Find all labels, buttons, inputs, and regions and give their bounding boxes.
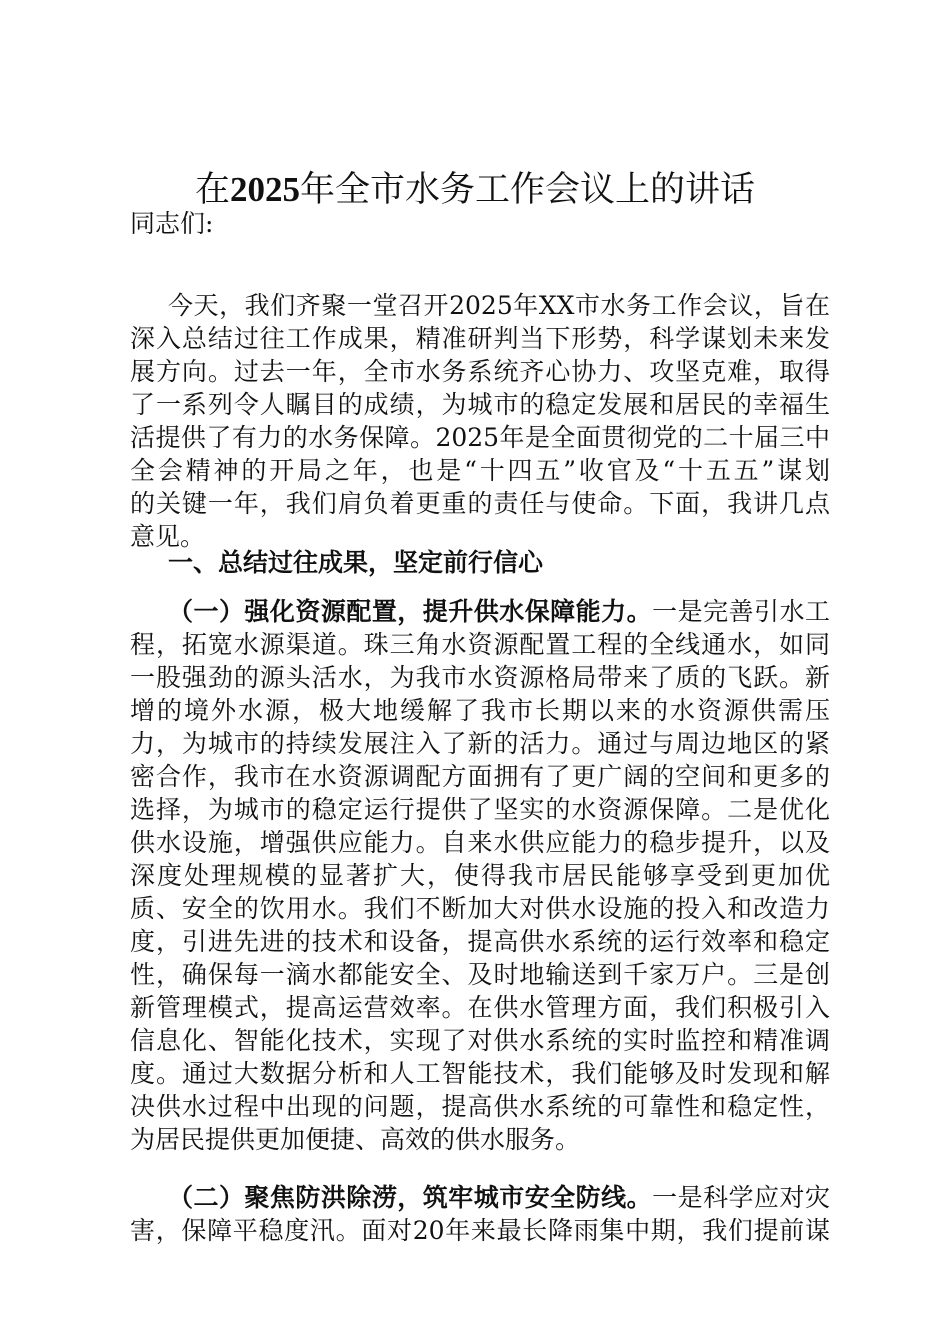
sec1-line-9: 质、安全的饮用水。我们不断加大对供水设施的投入和改造力 xyxy=(130,894,830,923)
title-prefix: 在 xyxy=(194,170,230,210)
para1-line-8: 意见。 xyxy=(130,522,206,551)
sec1-line-8: 深度处理规模的显著扩大，使得我市居民能够享受到更加优 xyxy=(130,861,830,890)
sec2-lead-rest: 一是科学应对灾 xyxy=(652,1183,830,1212)
sec1-line-2: 一股强劲的源头活水，为我市水资源格局带来了质的飞跃。新 xyxy=(130,663,830,692)
sec1-line-16: 为居民提供更加便捷、高效的供水服务。 xyxy=(130,1125,581,1154)
sec2-lead-bold: （二）聚焦防洪除涝，筑牢城市安全防线。 xyxy=(168,1183,653,1212)
sec1-line-14: 度。通过大数据分析和人工智能技术，我们能够及时发现和解 xyxy=(130,1059,830,1088)
sec1-line-3: 增的境外水源，极大地缓解了我市长期以来的水资源供需压 xyxy=(130,696,830,725)
sec1-line-12: 新管理模式，提高运营效率。在供水管理方面，我们积极引入 xyxy=(130,993,830,1022)
para1-line-3: 展方向。过去一年，全市水务系统齐心协力、攻坚克难，取得 xyxy=(130,357,830,386)
salutation: 同志们: xyxy=(130,209,214,238)
sec1-line-15: 决供水过程中出现的问题，提高供水系统的可靠性和稳定性， xyxy=(130,1092,830,1121)
sec1-line-4: 力，为城市的持续发展注入了新的活力。通过与周边地区的紧 xyxy=(130,729,830,758)
sec2-line-1: 害，保障平稳度汛。面对20年来最长降雨集中期，我们提前谋 xyxy=(130,1216,830,1245)
sec2-lead-line xyxy=(168,1182,830,1214)
para1-line-4: 了一系列令人瞩目的成绩，为城市的稳定发展和居民的幸福生 xyxy=(130,390,830,419)
title-suffix: 年全市水务工作会议上的讲话 xyxy=(300,170,756,210)
sec1-line-11: 性，确保每一滴水都能安全、及时地输送到千家万户。三是创 xyxy=(130,960,830,989)
sec1-line-13: 信息化、智能化技术，实现了对供水系统的实时监控和精准调 xyxy=(130,1026,830,1055)
sec1-lead-bold: （一）强化资源配置，提升供水保障能力。 xyxy=(168,597,653,626)
title-year: 2025 xyxy=(230,170,300,209)
sec1-lead-rest: 一是完善引水工 xyxy=(652,597,830,626)
sec1-line-10: 度，引进先进的技术和设备，提高供水系统的运行效率和稳定 xyxy=(130,927,830,956)
sec1-line-1: 程，拓宽水源渠道。珠三角水资源配置工程的全线通水，如同 xyxy=(130,630,830,659)
para1-line-6: 全会精神的开局之年，也是“十四五”收官及“十五五”谋划 xyxy=(130,456,830,485)
sec1-line-6: 选择，为城市的稳定运行提供了坚实的水资源保障。二是优化 xyxy=(130,795,830,824)
para1-line-5: 活提供了有力的水务保障。2025年是全面贯彻党的二十届三中 xyxy=(130,423,830,452)
para1-line-7: 的关键一年，我们肩负着更重的责任与使命。下面，我讲几点 xyxy=(130,489,830,518)
sec1-line-7: 供水设施，增强供应能力。自来水供应能力的稳步提升，以及 xyxy=(130,828,830,857)
sec1-line-5: 密合作，我市在水资源调配方面拥有了更广阔的空间和更多的 xyxy=(130,762,830,791)
sec1-lead-line xyxy=(168,596,830,628)
para1-line-1: 今天，我们齐聚一堂召开2025年XX市水务工作会议，旨在 xyxy=(168,291,830,320)
para1-line-2: 深入总结过往工作成果，精准研判当下形势，科学谋划未来发 xyxy=(130,324,830,353)
section-heading-1: 一、总结过往成果，坚定前行信心 xyxy=(168,548,544,577)
